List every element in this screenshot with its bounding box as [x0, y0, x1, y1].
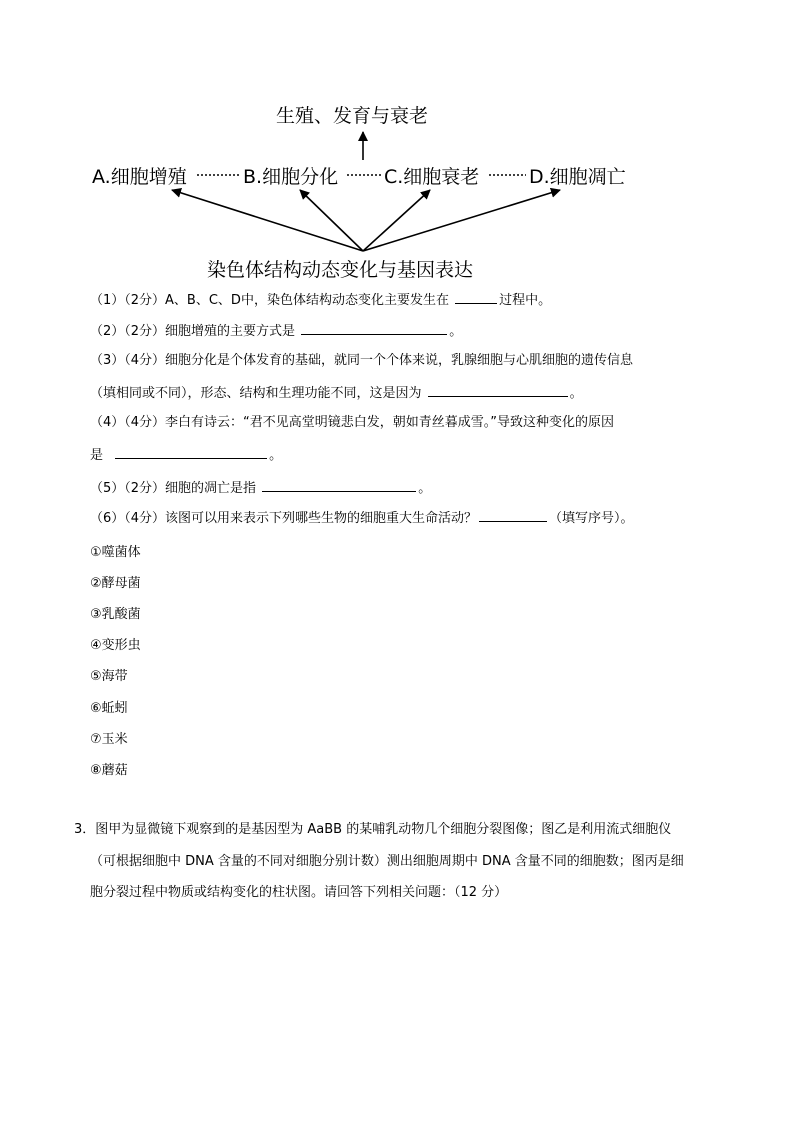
node-b: B.细胞分化 [243, 166, 339, 188]
question-6-text: （6）（4分）该图可以用来表示下列哪些生物的细胞重大生命活动？ [90, 511, 478, 526]
question-1-suffix: 过程中。 [499, 293, 552, 308]
question-4-line-1: （4）（4分）李白有诗云：“君不见高堂明镜悲白发，朝如青丝暮成雪。”导致这种变化的原因 [90, 415, 615, 430]
question-3-line-2 [90, 384, 583, 402]
problem-3-line-2: （可根据细胞中 DNA 含量的不同对细胞分别计数）测出细胞周期中 DNA 含量不同的细胞数；图丙是细 [90, 854, 684, 869]
question-2 [90, 322, 462, 340]
answer-blank-4[interactable] [115, 446, 267, 459]
arrow-to-d [363, 190, 560, 251]
question-3-suffix: 。 [569, 386, 583, 401]
question-2-suffix: 。 [449, 324, 463, 339]
problem-3-line-1: 3．图甲为显微镜下观察到的是基因型为 AaBB 的某哺乳动物几个细胞分裂图像；图乙是利用流式细胞仪 [74, 822, 672, 837]
option-6: ⑥蚯蚓 [90, 701, 128, 716]
question-5-text: （5）（2分）细胞的凋亡是指 [90, 481, 257, 496]
option-5: ⑤海带 [90, 669, 128, 684]
question-4-suffix: 。 [269, 448, 283, 463]
node-c: C.细胞衰老 [384, 166, 480, 188]
option-1: ①噬菌体 [90, 545, 141, 560]
question-3-line-1: （3）（4分）细胞分化是个体发育的基础，就同一个个体来说，乳腺细胞与心肌细胞的遗传信息 [90, 353, 634, 368]
answer-blank-2[interactable] [301, 322, 447, 335]
answer-blank-3[interactable] [428, 384, 568, 397]
question-2-text: （2）（2分）细胞增殖的主要方式是 [90, 324, 296, 339]
question-1-text: （1）（2分）A、B、C、D中，染色体结构动态变化主要发生在 [90, 293, 449, 308]
question-1 [90, 291, 551, 309]
option-7: ⑦玉米 [90, 732, 128, 747]
answer-blank-1[interactable] [455, 291, 497, 304]
problem-3-line-3: 胞分裂过程中物质或结构变化的柱状图。请回答下列相关问题：（12 分） [90, 885, 508, 900]
question-5-suffix: 。 [418, 481, 432, 496]
question-6 [90, 509, 634, 527]
diagram-bottom-label: 染色体结构动态变化与基因表达 [207, 259, 474, 281]
option-8: ⑧蘑菇 [90, 763, 128, 778]
option-3: ③乳酸菌 [90, 607, 141, 622]
node-d: D.细胞凋亡 [529, 166, 626, 188]
arrow-to-a [172, 190, 363, 251]
option-4: ④变形虫 [90, 638, 141, 653]
node-a: A.细胞增殖 [92, 166, 187, 188]
question-3-text: （填相同或不同），形态、结构和生理功能不同，这是因为 [90, 386, 422, 401]
option-2: ②酵母菌 [90, 576, 141, 591]
answer-blank-6[interactable] [479, 509, 547, 522]
question-4-text: 是 [90, 448, 104, 463]
arrow-to-c [363, 190, 430, 251]
question-5 [90, 479, 431, 497]
diagram-top-label: 生殖、发育与衰老 [276, 105, 429, 127]
answer-blank-5[interactable] [262, 479, 416, 492]
question-6-suffix: （填写序号）。 [549, 511, 634, 526]
arrow-to-b [300, 190, 363, 251]
question-4-line-2 [90, 446, 282, 464]
